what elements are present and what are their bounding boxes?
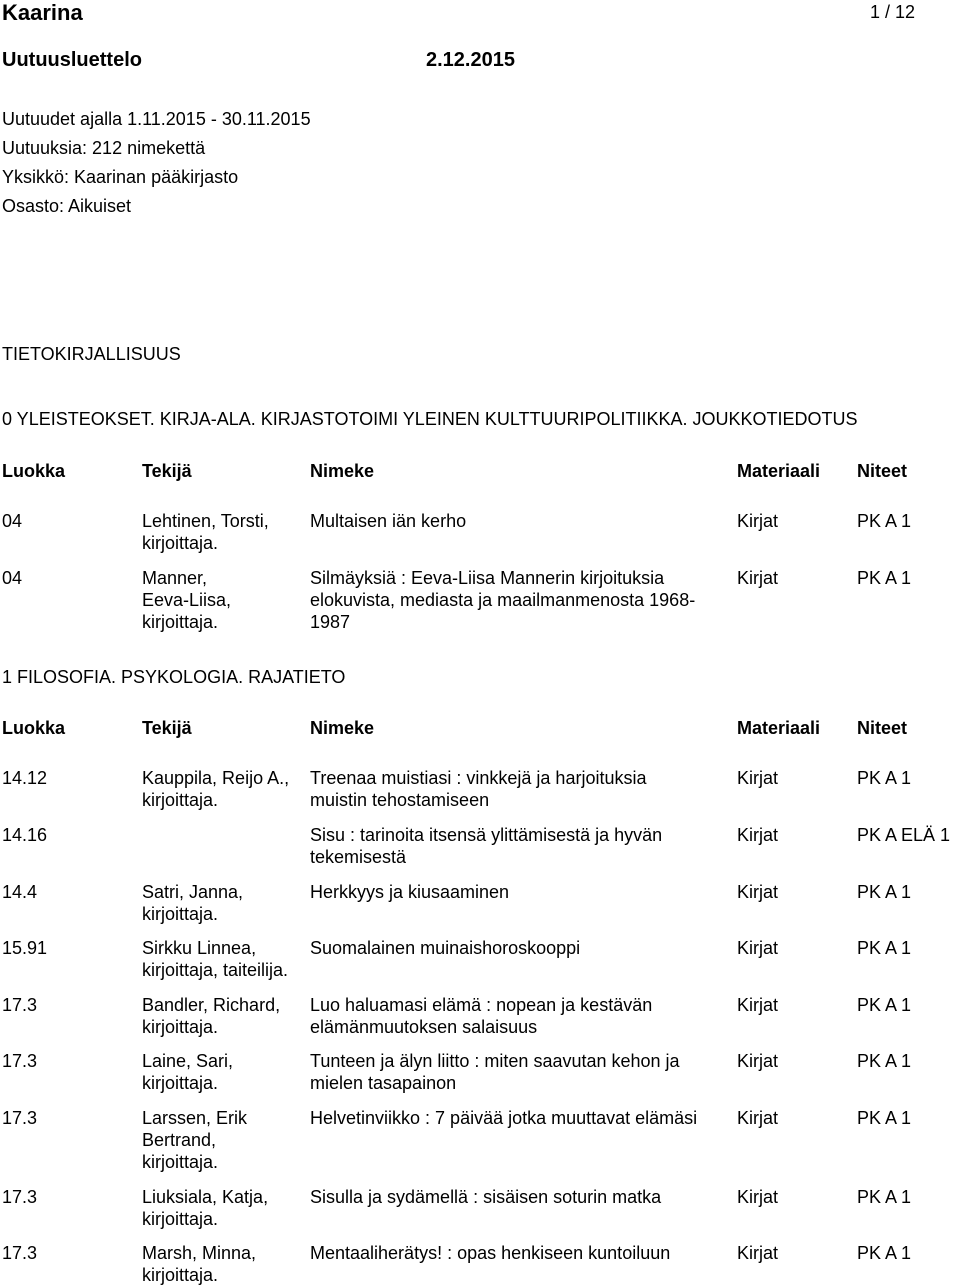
row-materiaali: Kirjat	[737, 1243, 779, 1263]
row-tekija: Marsh, Minna, kirjoittaja.	[142, 1243, 257, 1285]
row-niteet: PK A 1	[857, 511, 912, 531]
column-header-tekija: Tekijä	[142, 718, 192, 738]
row-nimeke: Tunteen ja älyn liitto : miten saavutan kehon ja mielen tasapainon	[310, 1051, 680, 1093]
row-nimeke: Helvetinviikko : 7 päivää jotka muuttavat elämäsi	[310, 1108, 698, 1128]
row-nimeke: Luo haluamasi elämä : nopean ja kestävän elämänmuutoksen salaisuus	[310, 995, 653, 1037]
row-niteet: PK A 1	[857, 768, 912, 788]
row-nimeke: Treenaa muistiasi : vinkkejä ja harjoituksia muistin tehostamiseen	[310, 768, 647, 810]
column-header-niteet: Niteet	[857, 718, 908, 738]
row-niteet: PK A 1	[857, 568, 912, 588]
row-tekija: Sirkku Linnea, kirjoittaja, taiteilija.	[142, 938, 289, 980]
row-tekija: Bandler, Richard, kirjoittaja.	[142, 995, 281, 1037]
row-luokka: 15.91	[2, 938, 48, 958]
row-tekija: Manner, Eeva-Liisa, kirjoittaja.	[142, 568, 232, 632]
column-header-tekija: Tekijä	[142, 461, 192, 481]
document-title: Kaarina	[2, 0, 83, 25]
row-luokka: 04	[2, 511, 23, 531]
row-niteet: PK A 1	[857, 1051, 912, 1071]
row-tekija: Laine, Sari, kirjoittaja.	[142, 1051, 234, 1093]
column-header-nimeke: Nimeke	[310, 718, 375, 738]
info-period: Uutuudet ajalla 1.11.2015 - 30.11.2015	[2, 109, 311, 129]
row-materiaali: Kirjat	[737, 995, 779, 1015]
row-luokka: 14.16	[2, 825, 48, 845]
row-materiaali: Kirjat	[737, 768, 779, 788]
row-tekija: Liuksiala, Katja, kirjoittaja.	[142, 1187, 269, 1229]
row-luokka: 17.3	[2, 1243, 38, 1263]
row-nimeke: Sisu : tarinoita itsensä ylittämisestä ja hyvän tekemisestä	[310, 825, 663, 867]
row-luokka: 17.3	[2, 1187, 38, 1207]
row-luokka: 14.12	[2, 768, 48, 788]
row-materiaali: Kirjat	[737, 825, 779, 845]
row-materiaali: Kirjat	[737, 1187, 779, 1207]
row-niteet: PK A 1	[857, 1108, 912, 1128]
row-tekija: Satri, Janna, kirjoittaja.	[142, 882, 244, 924]
row-luokka: 04	[2, 568, 23, 588]
row-niteet: PK A ELÄ 1	[857, 825, 951, 845]
row-niteet: PK A 1	[857, 1187, 912, 1207]
row-niteet: PK A 1	[857, 1243, 912, 1263]
row-materiaali: Kirjat	[737, 1108, 779, 1128]
column-header-luokka: Luokka	[2, 461, 66, 481]
column-header-materiaali: Materiaali	[737, 461, 821, 481]
row-luokka: 17.3	[2, 1108, 38, 1128]
document-subtitle: Uutuusluettelo	[2, 49, 142, 71]
row-materiaali: Kirjat	[737, 511, 779, 531]
row-tekija: Larssen, Erik Bertrand, kirjoittaja.	[142, 1108, 248, 1172]
section-title: 1 FILOSOFIA. PSYKOLOGIA. RAJATIETO	[2, 667, 346, 687]
row-luokka: 17.3	[2, 1051, 38, 1071]
row-niteet: PK A 1	[857, 882, 912, 902]
column-header-luokka: Luokka	[2, 718, 66, 738]
row-nimeke: Herkkyys ja kiusaaminen	[310, 882, 510, 902]
column-header-materiaali: Materiaali	[737, 718, 821, 738]
column-header-nimeke: Nimeke	[310, 461, 375, 481]
row-nimeke: Silmäyksiä : Eeva-Liisa Mannerin kirjoituksia elokuvista, mediasta ja maailmanmenosta 1968-1987	[310, 568, 696, 632]
row-tekija: Lehtinen, Torsti, kirjoittaja.	[142, 511, 269, 553]
row-nimeke: Multaisen iän kerho	[310, 511, 467, 531]
category-title: TIETOKIRJALLISUUS	[2, 344, 181, 364]
row-materiaali: Kirjat	[737, 938, 779, 958]
info-department: Osasto: Aikuiset	[2, 196, 132, 216]
row-materiaali: Kirjat	[737, 1051, 779, 1071]
row-materiaali: Kirjat	[737, 882, 779, 902]
row-nimeke: Suomalainen muinaishoroskooppi	[310, 938, 581, 958]
row-nimeke: Sisulla ja sydämellä : sisäisen soturin matka	[310, 1187, 662, 1207]
row-tekija: Kauppila, Reijo A., kirjoittaja.	[142, 768, 290, 810]
info-unit: Yksikkö: Kaarinan pääkirjasto	[2, 167, 239, 187]
row-niteet: PK A 1	[857, 995, 912, 1015]
row-luokka: 14.4	[2, 882, 38, 902]
page-number: 1 / 12	[870, 2, 916, 22]
info-count: Uutuuksia: 212 nimekettä	[2, 138, 206, 158]
row-nimeke: Mentaaliherätys! : opas henkiseen kuntoiluun	[310, 1243, 671, 1263]
row-luokka: 17.3	[2, 995, 38, 1015]
document-date: 2.12.2015	[426, 49, 515, 71]
row-materiaali: Kirjat	[737, 568, 779, 588]
row-niteet: PK A 1	[857, 938, 912, 958]
column-header-niteet: Niteet	[857, 461, 908, 481]
section-title: 0 YLEISTEOKSET. KIRJA-ALA. KIRJASTOTOIMI YLEINEN KULTTUURIPOLITIIKKA. JOUKKOTIEDOTUS	[2, 409, 858, 429]
